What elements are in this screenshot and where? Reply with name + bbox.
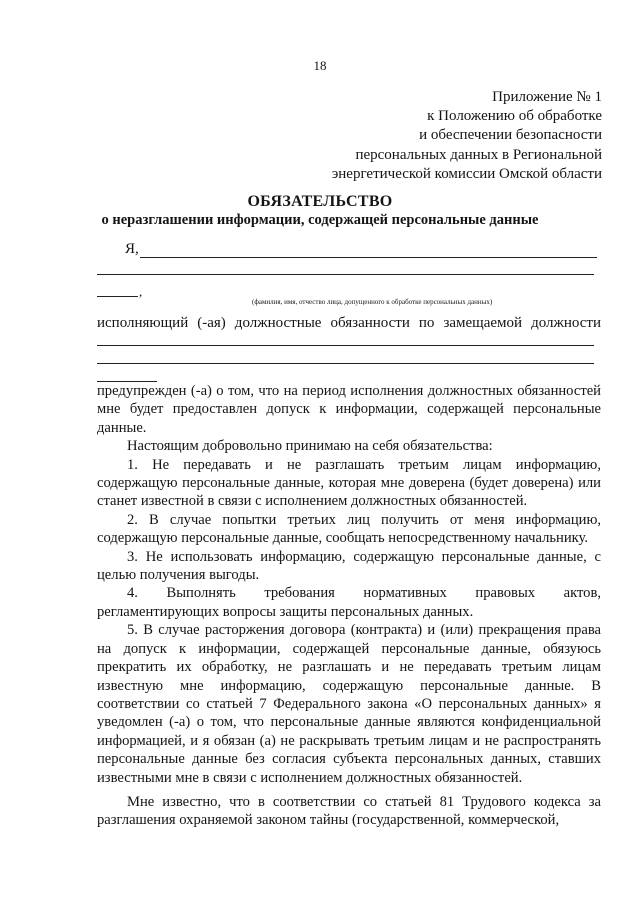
page-number: 18 bbox=[313, 58, 327, 73]
document-subtitle: о неразглашении информации, содержащей персональные данные bbox=[101, 212, 539, 228]
name-blank-line-3 bbox=[97, 296, 138, 297]
appendix-line: персональных данных в Региональной bbox=[355, 146, 602, 163]
comma: , bbox=[139, 284, 143, 299]
paragraph: Мне известно, что в соответствии со статьей 81 Трудового кодекса за разглашения охраняемой законом тайны (государственной, коммерческой, bbox=[97, 793, 601, 829]
i-prefix: Я, bbox=[125, 241, 139, 257]
paragraph: 2. В случае попытки третьих лиц получить от меня информацию, содержащую персональные данные, сообщать непосредственному начальнику. bbox=[97, 511, 601, 547]
position-blank-line-2 bbox=[97, 363, 594, 364]
paragraph: 4. Выполнять требования нормативных правовых актов, регламентирующих вопросы защиты персональных данных. bbox=[97, 585, 601, 620]
obligation-body bbox=[97, 382, 601, 830]
position-blank-line-1 bbox=[97, 345, 594, 346]
appendix-line: Приложение № 1 bbox=[492, 89, 602, 105]
paragraph: 5. В случае расторжения договора (контракта) и (или) прекращения права на допуск к информации, содержащей персональные данные, обязуюсь прекратить их обработку, не разглашать и не передавать третьим лицам известную мне информацию, содержащую персональные данные. В соответствии со статьей 7 Федерального закона «О персональных данных» я уведомлен (-а) о том, что персональные данные являются конфиденциальной информацией, и я обязан (а) не раскрывать третьим лицам и не распространять персональные данные без согласия субъекта персональных данных, ставших известными мне в связи с исполнением должностных обязанностей. bbox=[97, 622, 601, 786]
paragraph: 1. Не передавать и не разглашать третьим лицам информацию, содержащую персональные данные, которая мне доверена (будет доверена) или станет известной в связи с исполнением должностных обязанностей. bbox=[97, 456, 601, 510]
appendix-line: и обеспечении безопасности bbox=[419, 127, 602, 144]
appendix-line: энергетической комиссии Омской области bbox=[331, 165, 602, 182]
name-field-row bbox=[125, 241, 597, 258]
name-blank-line bbox=[140, 241, 597, 258]
duty-line: исполняющий (-ая) должностные обязанности по замещаемой должности bbox=[97, 315, 601, 331]
paragraph: предупрежден (-а) о том, что на период исполнения должностных обязанностей мне будет предоставлен допуск к информации, содержащей персональные данные. bbox=[97, 383, 601, 436]
name-blank-line-2 bbox=[97, 274, 594, 275]
document-title: ОБЯЗАТЕЛЬСТВО bbox=[247, 193, 393, 210]
appendix-header bbox=[332, 88, 602, 184]
name-caption: (фамилия, имя, отчество лица, допущенного к обработке персональных данных) bbox=[252, 298, 493, 306]
paragraph: Настоящим добровольно принимаю на себя обязательства: bbox=[127, 438, 493, 455]
appendix-line: к Положению об обработке bbox=[427, 108, 602, 125]
paragraph: 3. Не использовать информацию, содержащую персональные данные, с целью получения выгоды. bbox=[97, 548, 601, 584]
